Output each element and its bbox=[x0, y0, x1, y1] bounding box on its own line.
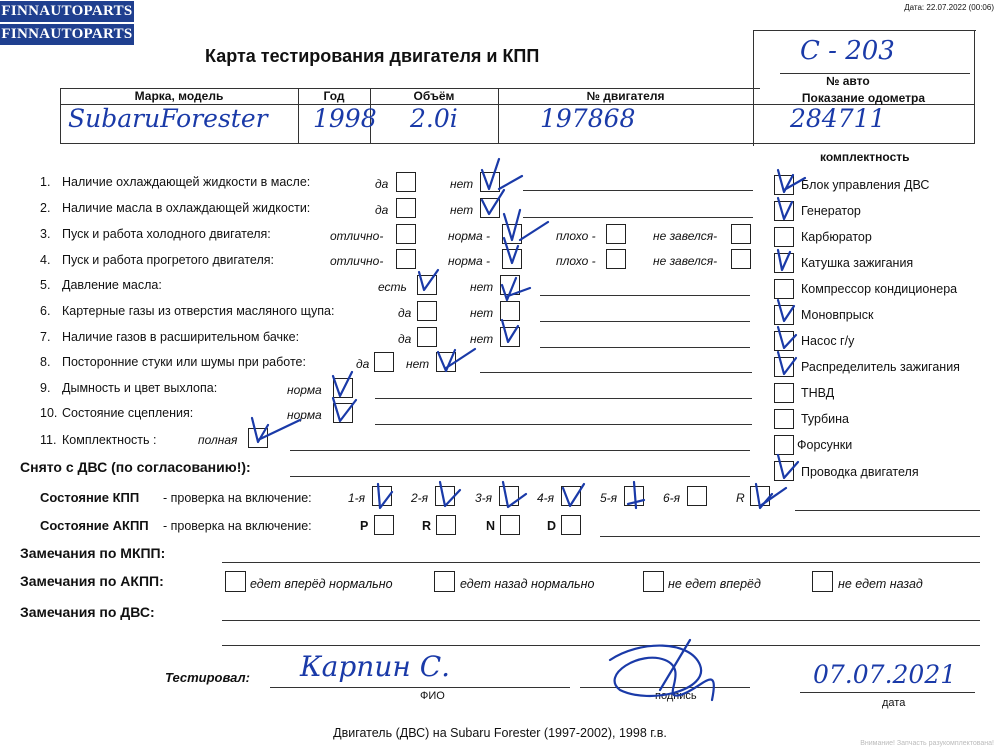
opt-no-1: нет bbox=[450, 177, 474, 191]
check-normal-3 bbox=[504, 210, 548, 240]
item-4-no: 4. bbox=[40, 253, 51, 267]
auto-gear-d-label: D bbox=[547, 519, 557, 533]
watermark: Внимание! Запчасть разукомплектована! bbox=[860, 740, 994, 747]
brand-logo-2: FINNAUTOPARTS bbox=[0, 24, 134, 45]
check-normal-4 bbox=[504, 238, 518, 263]
item-9-label: Дымность и цвет выхлопа: bbox=[62, 381, 218, 395]
opt-bad-3: плохо - bbox=[556, 229, 596, 243]
signer-name: Карпин С. bbox=[300, 650, 451, 683]
item-5-no: 5. bbox=[40, 278, 51, 292]
signature-scribble bbox=[610, 646, 714, 700]
gearbox-label: Состояние КПП bbox=[40, 490, 140, 505]
kit-title: комплектность bbox=[820, 150, 910, 164]
opt-normal-9: норма bbox=[287, 383, 322, 397]
item-1-label: Наличие охлаждающей жидкости в масле: bbox=[62, 175, 311, 189]
kit-label-6: Моновпрыск bbox=[801, 308, 874, 322]
notes-dvs-label: Замечания по ДВС: bbox=[20, 604, 155, 620]
auto-gear-p-label: P bbox=[360, 519, 369, 533]
col-header-volume: Объём bbox=[413, 89, 455, 103]
col-header-model: Марка, модель bbox=[134, 89, 224, 103]
gear-5-label: 5-я bbox=[600, 491, 618, 505]
brand-logo: FINNAUTOPARTS bbox=[0, 1, 134, 22]
value-model: SubaruForester bbox=[68, 104, 268, 133]
akpp-opt-4-label: не едет назад bbox=[838, 577, 923, 591]
signature-label: подпись bbox=[655, 690, 697, 702]
check-no-7 bbox=[502, 320, 518, 342]
check-present-5 bbox=[419, 270, 438, 290]
opt-normal-3: норма - bbox=[448, 229, 491, 243]
opt-excellent-3: отлично- bbox=[330, 229, 384, 243]
value-odometer: 284711 bbox=[790, 104, 886, 133]
auto-gear-r-label: R bbox=[422, 519, 432, 533]
item-6-label: Картерные газы из отверстия масляного щупа: bbox=[62, 304, 335, 318]
opt-yes-1: да bbox=[375, 177, 389, 191]
notes-akpp-label: Замечания по АКПП: bbox=[20, 573, 164, 589]
kit-label-8: Распределитель зажигания bbox=[801, 360, 960, 374]
opt-present-5: есть bbox=[378, 280, 407, 294]
kit-label-1: Блок управления ДВС bbox=[801, 178, 930, 192]
gear-check-5 bbox=[628, 482, 644, 508]
check-full-11 bbox=[252, 418, 300, 442]
item-10-label: Состояние сцепления: bbox=[62, 406, 194, 420]
kit-check-6 bbox=[778, 300, 794, 321]
opt-no-6: нет bbox=[470, 306, 494, 320]
kit-label-12: Проводка двигателя bbox=[801, 465, 919, 479]
opt-no-2: нет bbox=[450, 203, 474, 217]
gear-3-label: 3-я bbox=[475, 491, 493, 505]
opt-excellent-4: отлично- bbox=[330, 254, 384, 268]
opt-notstarted-4: не завелся- bbox=[653, 254, 718, 268]
item-2-no: 2. bbox=[40, 201, 51, 215]
opt-yes-7: да bbox=[398, 332, 412, 346]
gear-1-label: 1-я bbox=[348, 491, 366, 505]
opt-no-5: нет bbox=[470, 280, 494, 294]
item-10-no: 10. bbox=[40, 406, 58, 420]
check-no-1 bbox=[482, 159, 522, 189]
opt-no-8: нет bbox=[406, 357, 430, 371]
kit-label-2: Генератор bbox=[801, 204, 861, 218]
kit-check-12 bbox=[778, 455, 798, 478]
gear-r-label: R bbox=[736, 491, 745, 505]
form-title: Карта тестирования двигателя и КПП bbox=[205, 46, 540, 66]
item-9-no: 9. bbox=[40, 381, 51, 395]
akpp-opt-2-label: едет назад нормально bbox=[460, 577, 595, 591]
col-header-engine-no: № двигателя bbox=[586, 89, 665, 103]
check-normal-9 bbox=[333, 372, 352, 396]
kit-check-4 bbox=[778, 250, 790, 270]
auto-gearbox-label: Состояние АКПП bbox=[40, 518, 149, 533]
opt-yes-6: да bbox=[398, 306, 412, 320]
check-no-6 bbox=[502, 278, 530, 300]
photo-caption: Двигатель (ДВС) на Subaru Forester (1997-2002), 1998 г.в. bbox=[333, 726, 667, 740]
removed-label: Снято с ДВС (по согласованию!): bbox=[20, 459, 251, 475]
auto-gear-n-label: N bbox=[486, 519, 496, 533]
item-8-label: Посторонние стуки или шумы при работе: bbox=[62, 355, 306, 369]
gear-4-label: 4-я bbox=[537, 491, 555, 505]
item-3-no: 3. bbox=[40, 227, 51, 241]
auto-number-value: С - 203 bbox=[800, 36, 895, 66]
item-4-label: Пуск и работа прогретого двигателя: bbox=[62, 253, 274, 267]
col-header-year: Год bbox=[323, 89, 345, 103]
opt-bad-4: плохо - bbox=[556, 254, 596, 268]
item-11-label: Комплектность : bbox=[62, 433, 157, 447]
kit-label-4: Катушка зажигания bbox=[801, 256, 914, 270]
notes-mkpp-label: Замечания по МКПП: bbox=[20, 545, 166, 561]
kit-check-8 bbox=[778, 352, 796, 374]
opt-no-7: нет bbox=[470, 332, 494, 346]
item-7-no: 7. bbox=[40, 330, 51, 344]
value-engine-no: 197868 bbox=[540, 104, 636, 133]
kit-label-3: Карбюратор bbox=[801, 230, 872, 244]
opt-yes-8: да bbox=[356, 357, 370, 371]
opt-yes-2: да bbox=[375, 203, 389, 217]
opt-full-11: полная bbox=[198, 433, 238, 447]
kit-label-7: Насос г/у bbox=[801, 334, 855, 348]
gear-2-label: 2-я bbox=[411, 491, 429, 505]
value-volume: 2.0i bbox=[410, 104, 458, 133]
opt-normal-4: норма - bbox=[448, 254, 491, 268]
kit-label-9: ТНВД bbox=[801, 386, 835, 400]
gear-6-label: 6-я bbox=[663, 491, 681, 505]
tested-by-label: Тестировал: bbox=[165, 670, 250, 685]
fio-label: ФИО bbox=[420, 690, 445, 702]
akpp-opt-1-label: едет вперёд нормально bbox=[250, 577, 393, 591]
signed-date: 07.07.2021 bbox=[813, 660, 957, 689]
check-normal-10 bbox=[333, 398, 356, 421]
kit-check-7 bbox=[778, 327, 796, 348]
auto-number-label: № авто bbox=[826, 74, 870, 88]
opt-notstarted-3: не завелся- bbox=[653, 229, 718, 243]
kit-check-2 bbox=[778, 198, 792, 219]
item-7-label: Наличие газов в расширительном бачке: bbox=[62, 330, 300, 344]
item-3-label: Пуск и работа холодного двигателя: bbox=[62, 227, 271, 241]
check-no-2 bbox=[482, 190, 504, 214]
auto-gearbox-desc: - проверка на включение: bbox=[163, 519, 312, 533]
akpp-opt-3-label: не едет вперёд bbox=[668, 577, 761, 591]
gearbox-desc: - проверка на включение: bbox=[163, 491, 312, 505]
item-8-no: 8. bbox=[40, 355, 51, 369]
gear-check-3 bbox=[503, 482, 526, 507]
gear-check-2 bbox=[440, 482, 460, 506]
kit-label-5: Компрессор кондиционера bbox=[801, 282, 958, 296]
item-6-no: 6. bbox=[40, 304, 51, 318]
col-header-odometer: Показание одометра bbox=[801, 91, 926, 105]
value-year: 1998 bbox=[313, 104, 377, 133]
gear-check-r bbox=[756, 484, 786, 508]
item-11-no: 11. bbox=[40, 433, 57, 447]
item-1-no: 1. bbox=[40, 175, 51, 189]
opt-normal-10: норма bbox=[287, 408, 322, 422]
check-no-8 bbox=[438, 349, 475, 371]
gear-check-4 bbox=[563, 484, 584, 506]
kit-check-1 bbox=[778, 170, 805, 192]
kit-label-11: Форсунки bbox=[797, 438, 853, 452]
gear-check-1 bbox=[378, 484, 392, 508]
kit-label-10: Турбина bbox=[801, 412, 849, 426]
capture-date: Дата: 22.07.2022 (00:06) bbox=[904, 3, 994, 12]
item-5-label: Давление масла: bbox=[62, 278, 162, 292]
item-2-label: Наличие масла в охлаждающей жидкости: bbox=[62, 201, 311, 215]
date-label: дата bbox=[882, 697, 906, 709]
